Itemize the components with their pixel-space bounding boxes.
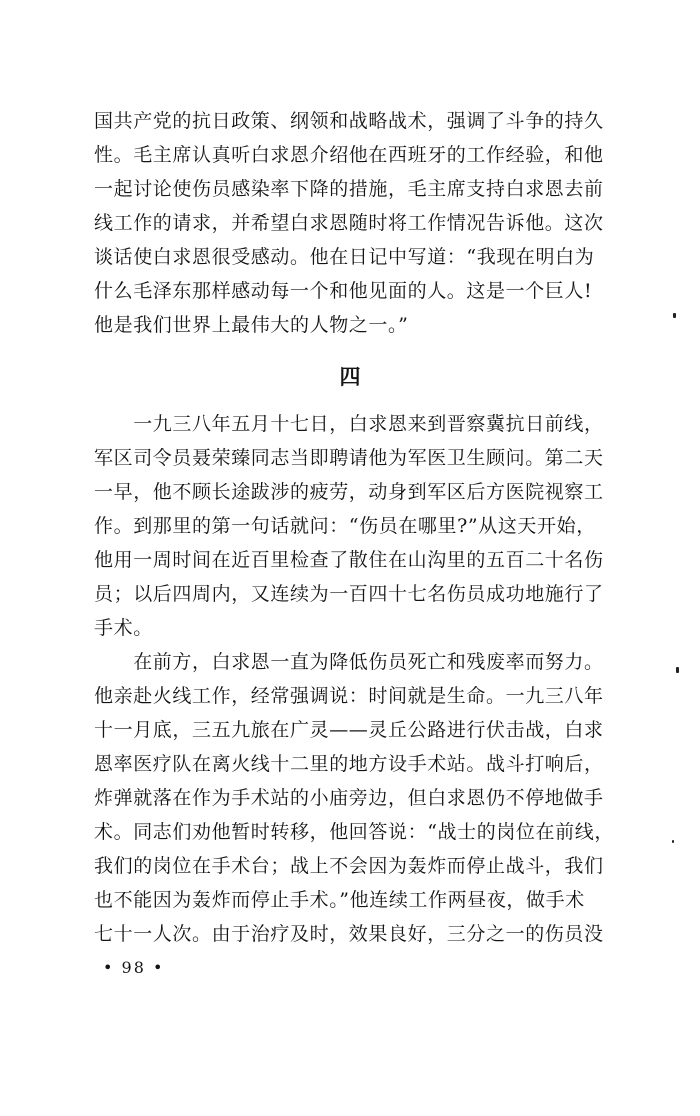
text-line: 国共产党的抗日政策、纲领和战略战术，强调了斗争的持久: [94, 110, 604, 132]
text-line: 炸弹就落在作为手术站的小庙旁边，但白求恩仍不停地做手: [94, 787, 604, 809]
text-line: 线工作的请求，并希望白求恩随时将工作情况告诉他。这次: [94, 212, 604, 234]
text-line: 他是我们世界上最伟大的人物之一。”: [94, 314, 409, 336]
scan-speck: [672, 840, 674, 843]
page-number: • 98 •: [103, 958, 165, 977]
text-line: 他亲赴火线工作，经常强调说：时间就是生命。一九三八年: [94, 685, 604, 707]
text-line: 一起讨论使伤员感染率下降的措施，毛主席支持白求恩去前: [94, 178, 604, 200]
scan-speck: [676, 667, 679, 673]
section-heading: 四: [339, 364, 361, 389]
scan-speck: [673, 313, 676, 318]
text-line: 一早，他不顾长途跋涉的疲劳，动身到军区后方医院视察工: [94, 481, 604, 503]
text-line: 性。毛主席认真听白求恩介绍他在西班牙的工作经验，和他: [94, 144, 604, 166]
text-line: 谈话使白求恩很受感动。他在日记中写道：“我现在明白为: [94, 246, 595, 268]
text-line: 他用一周时间在近百里检查了散住在山沟里的五百二十名伤: [94, 549, 604, 571]
text-line: 十一月底，三五九旅在广灵——灵丘公路进行伏击战，白求: [94, 719, 604, 741]
text-line: 作。到那里的第一句话就问：“伤员在哪里?”从这天开始，: [94, 515, 596, 537]
text-line: 术。同志们劝他暂时转移，他回答说：“战士的岗位在前线，: [94, 821, 614, 843]
text-line: 什么毛泽东那样感动每一个和他见面的人。这是一个巨人!: [94, 280, 593, 302]
text-line: 也不能因为轰炸而停止手术。”他连续工作两昼夜，做手术: [94, 889, 585, 911]
text-line: 恩率医疗队在离火线十二里的地方设手术站。战斗打响后，: [94, 753, 604, 775]
text-line: 手术。: [94, 617, 153, 639]
text-line: 我们的岗位在手术台；战上不会因为轰炸而停止战斗，我们: [94, 855, 604, 877]
text-line: 员；以后四周内，又连续为一百四十七名伤员成功地施行了: [94, 583, 604, 605]
text-line: 一九三八年五月十七日，白求恩来到晋察冀抗日前线，: [94, 413, 604, 435]
text-line: 军区司令员聂荣臻同志当即聘请他为军医卫生顾问。第二天: [94, 447, 604, 469]
text-line: 七十一人次。由于治疗及时，效果良好，三分之一的伤员没: [94, 923, 604, 945]
text-line: 在前方，白求恩一直为降低伤员死亡和残废率而努力。: [94, 651, 604, 673]
